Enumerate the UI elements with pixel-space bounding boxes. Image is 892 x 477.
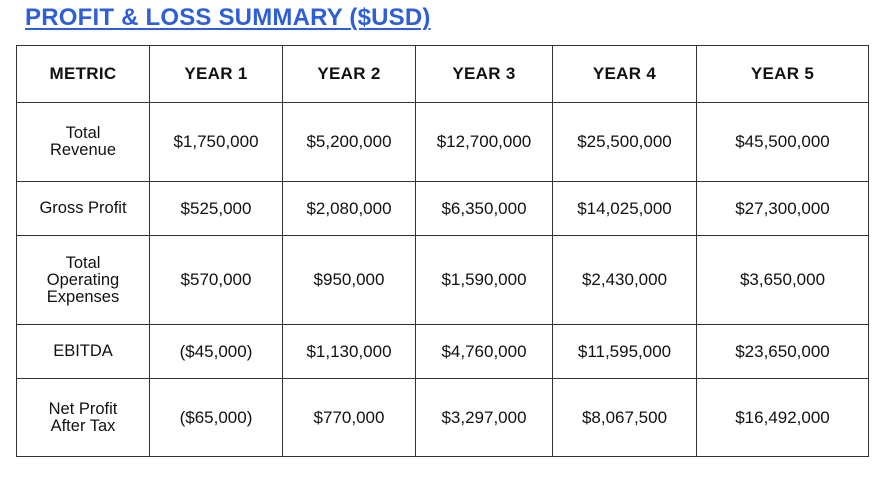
value-cell: $4,760,000 — [416, 325, 553, 379]
metric-cell — [17, 325, 150, 379]
metric-cell — [17, 236, 150, 325]
value-cell: $25,500,000 — [553, 103, 697, 182]
column-header-year-3: YEAR 3 — [416, 46, 553, 103]
value-cell: $27,300,000 — [697, 182, 869, 236]
value-cell: $3,650,000 — [697, 236, 869, 325]
value-cell: $770,000 — [283, 379, 416, 457]
value-cell: $3,297,000 — [416, 379, 553, 457]
column-header-year-4: YEAR 4 — [553, 46, 697, 103]
table-row-gross-profit — [17, 182, 869, 236]
value-cell: $570,000 — [150, 236, 283, 325]
value-cell: $525,000 — [150, 182, 283, 236]
table-row-net-profit-after-tax — [17, 379, 869, 457]
metric-label-line: After Tax — [50, 416, 116, 435]
table-row-ebitda — [17, 325, 869, 379]
metric-label-line: Gross Profit — [39, 199, 127, 217]
metric-cell — [17, 103, 150, 182]
metric-cell — [17, 379, 150, 457]
value-cell: $5,200,000 — [283, 103, 416, 182]
value-cell: $12,700,000 — [416, 103, 553, 182]
value-cell: $8,067,500 — [553, 379, 697, 457]
metric-label-line: Net Profit — [48, 399, 118, 418]
value-cell: $950,000 — [283, 236, 416, 325]
value-cell: ($45,000) — [150, 325, 283, 379]
metric-label-line: Revenue — [49, 141, 117, 159]
value-cell: $1,750,000 — [150, 103, 283, 182]
value-cell: $2,080,000 — [283, 182, 416, 236]
column-header-year-5: YEAR 5 — [697, 46, 869, 103]
table-row-total-operating-expenses — [17, 236, 869, 325]
value-cell: $1,130,000 — [283, 325, 416, 379]
value-cell: $14,025,000 — [553, 182, 697, 236]
metric-cell — [17, 182, 150, 236]
metric-label-line: Operating — [46, 270, 120, 289]
value-cell: $6,350,000 — [416, 182, 553, 236]
value-cell: $11,595,000 — [553, 325, 697, 379]
table-header-row — [17, 46, 869, 103]
metric-label-line: Expenses — [46, 287, 120, 306]
value-cell: $1,590,000 — [416, 236, 553, 325]
table-row-total-revenue — [17, 103, 869, 182]
column-header-metric: METRIC — [17, 46, 150, 103]
value-cell: ($65,000) — [150, 379, 283, 457]
metric-label-line: EBITDA — [53, 342, 113, 360]
profit-loss-table — [16, 45, 869, 457]
value-cell: $2,430,000 — [553, 236, 697, 325]
value-cell: $16,492,000 — [697, 379, 869, 457]
value-cell: $45,500,000 — [697, 103, 869, 182]
column-header-year-2: YEAR 2 — [283, 46, 416, 103]
value-cell: $23,650,000 — [697, 325, 869, 379]
page-title: PROFIT & LOSS SUMMARY ($USD) — [25, 4, 431, 31]
metric-label-line: Total — [65, 124, 101, 142]
column-header-year-1: YEAR 1 — [150, 46, 283, 103]
metric-label-line: Total — [65, 253, 101, 272]
